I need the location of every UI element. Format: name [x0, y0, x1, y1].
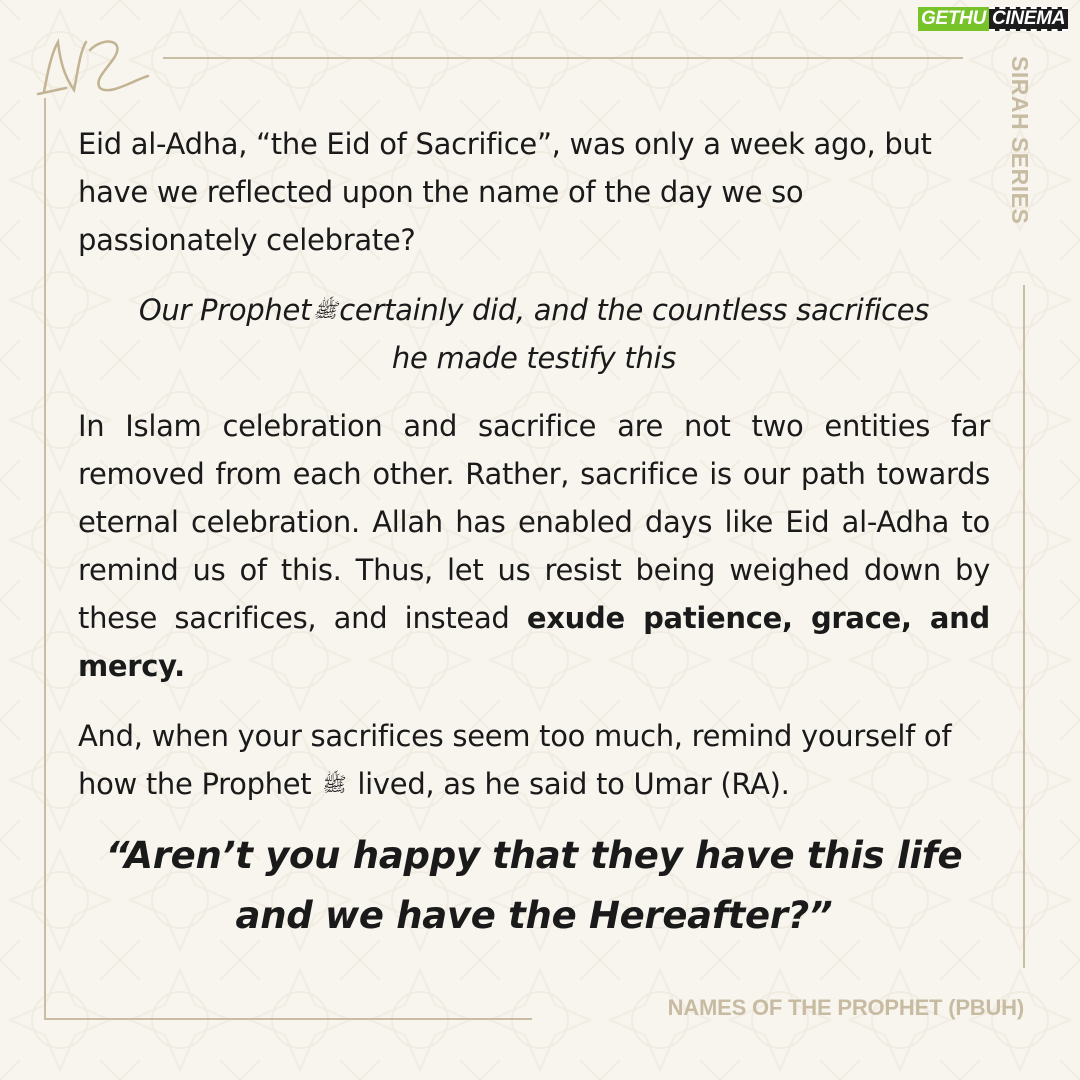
reminder-paragraph: [78, 712, 990, 808]
series-label: SIRAH SERIES: [1007, 56, 1033, 225]
sacrifice-emphasis: exude patience, grace, and mercy.: [78, 601, 990, 683]
frame-line-bottom: [44, 1018, 532, 1020]
reminder-start: And, when your sacrifices seem too much, remind yourself of how the Prophet: [78, 719, 952, 801]
prophet-quote-paragraph: [78, 286, 990, 382]
honorific-glyph: ﷺ: [313, 298, 338, 322]
quote1-start: Our Prophet: [138, 293, 312, 327]
frame-line-top: [163, 57, 963, 59]
logo-text-part2: CINEMA: [989, 7, 1068, 31]
sacrifice-text: In Islam celebration and sacrifice are not two entities far removed from each other. Rather, sacrifice is our path towards eternal celebration. Allah has enabled days like Eid al-Adha to remind us of this. Thus, let us resist being weighed down by these sacrifices, and instead: [78, 409, 990, 635]
post-body: [78, 120, 990, 946]
intro-paragraph: Eid al-Adha, “the Eid of Sacrifice”, was only a week ago, but have we reflected upon the name of the day we so passionately celebrate?: [78, 127, 932, 257]
logo-text-part1: GETHU: [918, 7, 989, 31]
signature-monogram-icon: [34, 30, 154, 102]
footer-label: NAMES OF THE PROPHET (PBUH): [667, 995, 1024, 1020]
reminder-end: lived, as he said to Umar (RA).: [357, 767, 790, 801]
sacrifice-paragraph: [78, 402, 990, 690]
frame-line-left: [44, 98, 46, 1018]
gethucinema-logo: [918, 6, 1068, 32]
frame-line-right: [1023, 285, 1025, 968]
hadith-quote: “Aren’t you happy that they have this life and we have the Hereafter?”: [105, 834, 963, 937]
honorific-glyph: ﷺ: [322, 772, 347, 796]
quote1-end: certainly did, and the countless sacrifices he made testify this: [339, 293, 930, 375]
